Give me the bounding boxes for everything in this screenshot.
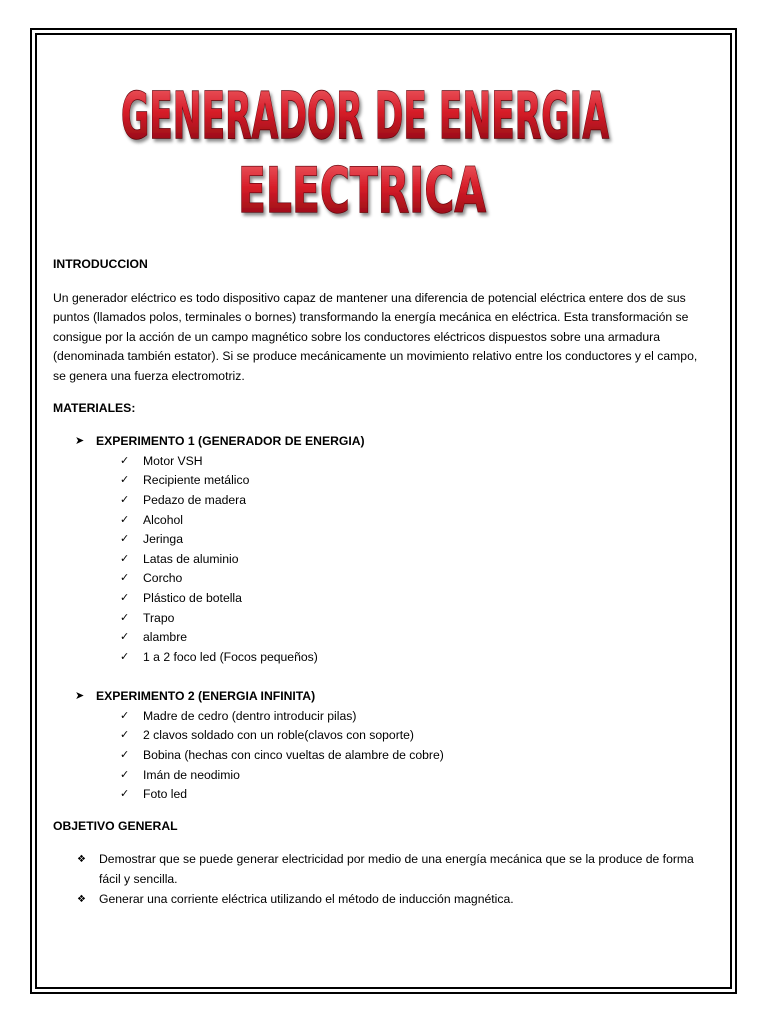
experimento-title: EXPERIMENTO 2 (ENERGIA INFINITA) bbox=[96, 689, 316, 704]
list-item: ❖ Generar una corriente eléctrica utilizando el método de inducción magnética. bbox=[53, 890, 713, 910]
objetivo-general-heading: OBJETIVO GENERAL bbox=[53, 818, 178, 833]
title-wordart bbox=[95, 60, 635, 235]
introduccion-paragraph: Un generador eléctrico es todo dispositivo capaz de mantener una diferencia de potencial eléctrica entere dos de sus puntos (llamados polos, terminales o bornes) transformando la energía mecánica en eléctrica. Esta transformación se consigue por la acción de un campo magnético sobre los conductores eléctricos dispuestos sobre una armadura (denominada también estator). Si se produce mecánicamente un movimiento relativo entre los conductores y el campo, se genera una fuerza electromotriz. bbox=[53, 290, 698, 383]
list-item: ❖ Demostrar que se puede generar electricidad por medio de una energía mecánica que se la produce de forma fácil y sencilla. bbox=[77, 852, 694, 887]
list-item: ✓ Imán de neodimio bbox=[53, 766, 713, 786]
check-icon: ✓ bbox=[120, 493, 130, 506]
materiales-heading: MATERIALES: bbox=[53, 400, 136, 415]
diamond-icon: ❖ bbox=[77, 854, 86, 866]
check-icon: ✓ bbox=[120, 749, 130, 762]
check-icon: ✓ bbox=[120, 709, 130, 722]
check-icon: ✓ bbox=[120, 533, 130, 546]
check-icon: ✓ bbox=[120, 513, 130, 526]
title-line-2: ELECTRICA bbox=[238, 155, 486, 228]
list-item: ✓ Foto led bbox=[53, 785, 713, 805]
experimento-1-list bbox=[53, 452, 713, 668]
list-item: ✓ Latas de aluminio bbox=[53, 550, 713, 570]
check-icon: ✓ bbox=[120, 454, 130, 467]
experimento-2 bbox=[53, 687, 713, 805]
title-line-1: GENERADOR DE ENERGIA bbox=[120, 78, 610, 154]
list-item: ✓ Alcohol bbox=[53, 511, 713, 531]
list-item: ✓ Corcho bbox=[53, 569, 713, 589]
experimento-1 bbox=[53, 432, 713, 667]
check-icon: ✓ bbox=[120, 474, 130, 487]
list-item: ✓ Recipiente metálico bbox=[53, 471, 713, 491]
list-item: ✓ Pedazo de madera bbox=[53, 491, 713, 511]
list-item: ✓ 1 a 2 foco led (Focos pequeños) bbox=[53, 648, 713, 668]
arrow-bullet-icon: ➤ bbox=[75, 435, 85, 448]
check-icon: ✓ bbox=[120, 788, 130, 801]
list-item: ✓ Motor VSH bbox=[53, 452, 713, 472]
check-icon: ✓ bbox=[120, 591, 130, 604]
list-item: ✓ Madre de cedro (dentro introducir pilas) bbox=[53, 707, 713, 727]
experimento-2-list bbox=[53, 707, 713, 805]
list-item: ✓ Trapo bbox=[53, 609, 713, 629]
check-icon: ✓ bbox=[120, 729, 130, 742]
document-body bbox=[53, 255, 713, 909]
check-icon: ✓ bbox=[120, 650, 130, 663]
list-item: ✓ Jeringa bbox=[53, 530, 713, 550]
list-item: ✓ alambre bbox=[53, 628, 713, 648]
experimento-title: EXPERIMENTO 1 (GENERADOR DE ENERGIA) bbox=[96, 434, 365, 449]
diamond-icon: ❖ bbox=[77, 893, 86, 905]
list-item: ✓ 2 clavos soldado con un roble(clavos con soporte) bbox=[53, 726, 713, 746]
check-icon: ✓ bbox=[120, 611, 130, 624]
objetivo-general-list bbox=[53, 850, 713, 909]
check-icon: ✓ bbox=[120, 572, 130, 585]
list-item: ✓ Bobina (hechas con cinco vueltas de alambre de cobre) bbox=[53, 746, 713, 766]
check-icon: ✓ bbox=[120, 631, 130, 644]
introduccion-heading: INTRODUCCION bbox=[53, 257, 148, 271]
list-item: ✓ Plástico de botella bbox=[53, 589, 713, 609]
check-icon: ✓ bbox=[120, 552, 130, 565]
arrow-bullet-icon: ➤ bbox=[75, 690, 85, 703]
check-icon: ✓ bbox=[120, 768, 130, 781]
